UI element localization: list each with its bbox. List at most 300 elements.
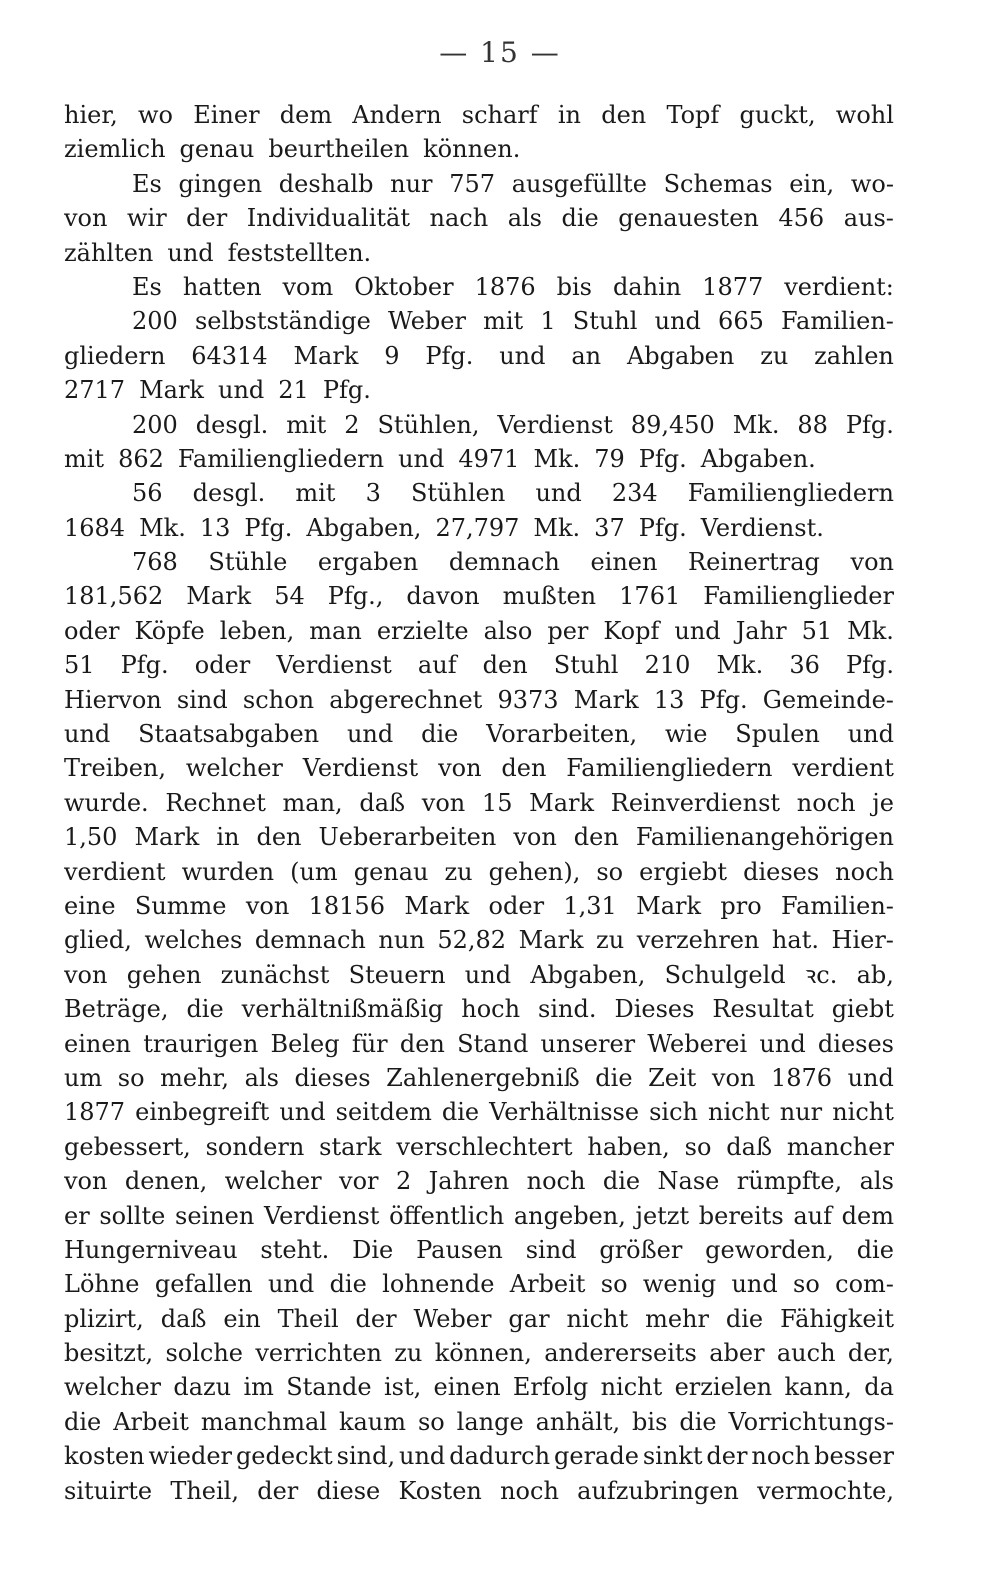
word: einen	[64, 1029, 131, 1058]
word: anhält,	[535, 1407, 621, 1436]
word: solche	[165, 1339, 243, 1368]
word: 768	[132, 548, 178, 577]
word: welcher	[224, 1167, 322, 1196]
word: zu	[596, 926, 625, 955]
word: 54	[274, 582, 305, 611]
word: 13	[653, 685, 685, 714]
word: mit	[64, 444, 105, 473]
word: Verdienst	[302, 754, 419, 783]
word: Löhne	[64, 1270, 140, 1299]
word: der,	[847, 1339, 894, 1368]
word: seinen	[175, 1201, 255, 1230]
word: der	[706, 1442, 748, 1471]
word: plizirt,	[64, 1304, 144, 1333]
word: abgerechnet	[329, 685, 483, 714]
word: Beleg	[270, 1029, 340, 1058]
word: Stühlen,	[377, 410, 480, 439]
word: Stande	[286, 1373, 372, 1402]
word: Pfg.,	[327, 582, 384, 611]
word: zu	[760, 341, 789, 370]
word: Pfg.	[845, 651, 894, 680]
text-line	[64, 1199, 894, 1233]
word: und	[759, 1029, 806, 1058]
word: Stuhl	[572, 307, 638, 336]
word: 18156	[308, 891, 385, 920]
word: Weber	[387, 307, 466, 336]
text-line	[64, 923, 894, 957]
word: Zeit	[648, 1063, 697, 1092]
word: Familien-	[781, 891, 894, 920]
word: den	[501, 754, 547, 783]
word: 1,50	[64, 823, 118, 852]
word: den	[399, 1029, 445, 1058]
word: sind.	[538, 995, 597, 1024]
word: Zahlenergebniß	[386, 1063, 580, 1092]
word: 757	[449, 169, 496, 198]
word: Mark	[518, 926, 584, 955]
word: sind	[525, 1235, 577, 1264]
word: Oktober	[354, 272, 454, 301]
word: Theil,	[170, 1476, 239, 1505]
word: von	[513, 823, 557, 852]
word: die	[602, 1167, 641, 1196]
word: so	[596, 857, 624, 886]
word: verzehren	[636, 926, 760, 955]
word: Steuern	[348, 960, 446, 989]
word: lange	[456, 1407, 524, 1436]
word: leben,	[219, 616, 295, 645]
word: können.	[423, 135, 521, 164]
word: eine	[64, 891, 116, 920]
word: (um	[290, 857, 338, 886]
word: verdient:	[784, 272, 894, 301]
word: Vorrichtungs-	[728, 1407, 894, 1436]
text-line	[64, 201, 894, 235]
text-line	[64, 236, 894, 270]
text-line	[64, 1164, 894, 1198]
word: wo-	[850, 169, 894, 198]
word: vom	[282, 272, 334, 301]
text-line	[64, 992, 894, 1026]
word: gingen	[178, 169, 263, 198]
text-line	[64, 751, 894, 785]
word: Vorarbeiten,	[486, 720, 638, 749]
word: hatten	[182, 272, 262, 301]
word: 1	[540, 307, 556, 336]
word: Hiervon	[64, 685, 162, 714]
word: als	[507, 204, 542, 233]
word: nicht	[566, 1304, 629, 1333]
word: 234	[611, 479, 658, 508]
word: wir	[126, 204, 167, 233]
word: 4971	[458, 444, 520, 473]
word: sollte	[99, 1201, 166, 1230]
word: erzielen	[674, 1373, 773, 1402]
word: auch	[776, 1339, 836, 1368]
word: gehen),	[488, 857, 581, 886]
word: öffentlich	[389, 1201, 505, 1230]
word: und	[654, 307, 701, 336]
word: 200	[132, 410, 178, 439]
word: 1876	[770, 1063, 833, 1092]
word: andererseits	[544, 1339, 697, 1368]
word: daß	[726, 1132, 772, 1161]
word: Schemas	[663, 169, 773, 198]
word: ausgefüllte	[511, 169, 647, 198]
word: Mark	[139, 376, 204, 405]
word: auf	[793, 1201, 832, 1230]
text-line	[64, 545, 894, 579]
word: mehr	[645, 1304, 709, 1333]
word: Andern	[352, 101, 442, 129]
word: 56	[132, 479, 163, 508]
text-line	[64, 476, 894, 510]
word: giebt	[831, 995, 894, 1024]
word: Familiengliedern	[687, 479, 894, 508]
word: desgl.	[195, 410, 269, 439]
body-text	[64, 98, 894, 1508]
word: Familiengliedern	[566, 754, 773, 783]
word: Familienangehörigen	[635, 823, 894, 852]
word: Pausen	[416, 1235, 503, 1264]
word: hoch	[461, 995, 521, 1024]
word: einen	[590, 548, 658, 577]
word: noch	[796, 788, 856, 817]
word: Verhältnisse	[489, 1098, 640, 1127]
word: 862	[118, 444, 164, 473]
word: Reinertrag	[688, 548, 820, 577]
word: 51	[801, 616, 833, 645]
word: Stühlen	[410, 479, 506, 508]
word: nicht	[600, 1373, 663, 1402]
word: Weber	[413, 1304, 492, 1333]
word: Es	[132, 272, 162, 301]
text-line	[64, 1130, 894, 1164]
word: noch	[835, 857, 894, 886]
word: dieses	[817, 1029, 894, 1058]
word: 21	[278, 376, 309, 405]
word: dahin	[612, 272, 682, 301]
word: Arbeit	[509, 1270, 586, 1299]
word: auf	[417, 651, 457, 680]
word: Abgaben.	[700, 444, 816, 473]
word: beurtheilen	[268, 135, 410, 164]
word: zählten	[64, 238, 154, 267]
word: in	[557, 101, 582, 129]
word: ein,	[789, 169, 835, 198]
word: ist,	[383, 1373, 422, 1402]
word: oder	[488, 891, 545, 920]
word: Verdienst	[497, 410, 613, 439]
word: mit	[295, 479, 336, 508]
word: 52,82	[437, 926, 507, 955]
word: Rechnet	[165, 788, 266, 817]
word: 79	[594, 444, 625, 473]
word: Mk.	[139, 513, 186, 542]
word: und	[279, 1098, 326, 1127]
text-line	[64, 614, 894, 648]
word: Individualität	[246, 204, 411, 233]
word: Theil	[277, 1304, 339, 1333]
word: größer	[599, 1235, 683, 1264]
word: einen	[433, 1373, 501, 1402]
word: einbegreift	[135, 1098, 270, 1127]
word: dem	[841, 1201, 894, 1230]
word: 9	[384, 341, 400, 370]
word: situirte	[64, 1476, 153, 1505]
word: 9373	[497, 685, 559, 714]
text-line	[64, 1027, 894, 1061]
word: Stand	[457, 1029, 529, 1058]
word: 13	[199, 513, 231, 542]
word: wurde.	[64, 788, 149, 817]
word: manchmal	[200, 1407, 327, 1436]
word: Mark	[573, 685, 639, 714]
word: da	[864, 1373, 894, 1402]
text-line	[64, 98, 894, 132]
word: von	[64, 204, 108, 233]
word: 37	[594, 513, 625, 542]
word: verschlechtert	[396, 1132, 573, 1161]
word: genau	[353, 857, 429, 886]
word: die	[186, 995, 224, 1024]
word: die	[679, 1407, 717, 1436]
word: noch	[526, 1167, 586, 1196]
word: aus-	[843, 204, 894, 233]
word: diese	[316, 1476, 381, 1505]
word: Ueberarbeiten	[318, 823, 497, 852]
word: Die	[352, 1235, 394, 1264]
word: 1876	[474, 272, 536, 301]
text-line	[64, 820, 894, 854]
word: 64314	[191, 341, 268, 370]
word: Mark	[404, 891, 470, 920]
word: nur	[779, 1098, 823, 1127]
word: 1,31	[563, 891, 617, 920]
word: jetzt	[635, 1201, 690, 1230]
word: davon	[406, 582, 480, 611]
word: dazu	[173, 1373, 232, 1402]
word: besser	[814, 1442, 894, 1471]
word: 210	[644, 651, 691, 680]
word: Fähigkeit	[780, 1304, 894, 1333]
word: desgl.	[192, 479, 266, 508]
word: Mk.	[533, 513, 581, 542]
word: Pfg.	[638, 513, 687, 542]
word: Mk.	[716, 651, 764, 680]
text-line	[64, 1439, 894, 1473]
word: gehen	[126, 960, 202, 989]
word: Stühle	[208, 548, 288, 577]
word: den	[256, 823, 302, 852]
word: verdient	[792, 754, 894, 783]
word: Pfg.	[322, 376, 371, 405]
word: noch	[500, 1476, 559, 1505]
word: Nase	[657, 1167, 720, 1196]
word: gedeckt	[235, 1442, 333, 1471]
text-line	[64, 1302, 894, 1336]
word: so	[417, 1407, 445, 1436]
word: an	[571, 341, 602, 370]
word: und	[847, 1063, 894, 1092]
word: genau	[179, 135, 255, 164]
word: von	[438, 754, 482, 783]
word: Verdienst	[276, 651, 392, 680]
word: Abgaben	[626, 341, 735, 370]
word: bis	[556, 272, 592, 301]
word: ꝛc.	[804, 960, 838, 989]
word: nur	[390, 169, 433, 198]
word: denen,	[124, 1167, 208, 1196]
word: 665	[718, 307, 764, 336]
text-line	[64, 1267, 894, 1301]
text-line	[64, 304, 894, 338]
word: je	[872, 788, 894, 817]
word: Mk.	[847, 616, 894, 645]
word: Köpfe	[134, 616, 205, 645]
word: 2	[344, 410, 360, 439]
word: demnach	[448, 548, 560, 577]
word: mit	[483, 307, 524, 336]
word: dieses	[294, 1063, 371, 1092]
word: und	[217, 376, 265, 405]
word: Hungerniveau	[64, 1235, 238, 1264]
word: und	[267, 1270, 315, 1299]
text-line	[64, 579, 894, 613]
word: also	[483, 616, 533, 645]
word: Einer	[193, 101, 260, 129]
word: aber	[709, 1339, 765, 1368]
word: die	[64, 1407, 102, 1436]
word: haben,	[587, 1132, 670, 1161]
word: von	[421, 788, 466, 817]
word: kosten	[64, 1442, 145, 1471]
word: dem	[279, 101, 333, 129]
text-line	[64, 270, 894, 304]
word: so	[117, 1063, 145, 1092]
word: stark	[319, 1132, 382, 1161]
word: 89,450	[630, 410, 715, 439]
word: Beträge,	[64, 995, 169, 1024]
word: welcher	[185, 754, 283, 783]
word: man,	[282, 788, 343, 817]
page-number: — 15 —	[439, 36, 561, 69]
word: Verdienst	[263, 1201, 380, 1230]
word: Pfg.	[845, 410, 894, 439]
word: Gemeinde-	[762, 685, 894, 714]
word: Mark	[293, 341, 359, 370]
text-line	[64, 442, 894, 476]
word: er	[64, 1201, 90, 1230]
word: pro	[720, 891, 762, 920]
word: für	[351, 1029, 388, 1058]
word: angeben,	[513, 1201, 626, 1230]
text-line	[64, 958, 894, 992]
word: 1877	[702, 272, 764, 301]
word: so	[793, 1270, 820, 1299]
word: Abgaben,	[530, 960, 646, 989]
word: Stuhl	[553, 651, 619, 680]
word: gar	[508, 1304, 550, 1333]
word: und	[674, 616, 721, 645]
word: in	[216, 823, 240, 852]
word: Kosten	[398, 1476, 482, 1505]
word: zu	[394, 1339, 423, 1368]
text-line	[64, 1061, 894, 1095]
text-line	[64, 373, 894, 407]
word: zahlen	[814, 341, 894, 370]
word: hat.	[771, 926, 819, 955]
word: mit	[286, 410, 327, 439]
word: oder	[194, 651, 251, 680]
word: sind	[176, 685, 228, 714]
word: rümpfte,	[736, 1167, 843, 1196]
word: mancher	[786, 1132, 894, 1161]
word: gerade	[554, 1442, 639, 1471]
word: vermochte,	[757, 1476, 894, 1505]
word: aufzubringen	[577, 1476, 739, 1505]
word: Mk.	[533, 444, 581, 473]
word: nicht	[832, 1098, 894, 1127]
word: noch	[751, 1442, 811, 1471]
word: Abgaben,	[306, 513, 422, 542]
word: 51	[64, 651, 95, 680]
text-line	[64, 786, 894, 820]
word: und	[731, 1270, 778, 1299]
word: ergaben	[317, 548, 419, 577]
word: kann,	[784, 1373, 852, 1402]
word: traurigen	[143, 1029, 259, 1058]
word: welcher	[64, 1373, 161, 1402]
word: Pfg.	[699, 685, 748, 714]
text-line	[64, 339, 894, 373]
word: Familienglieder	[703, 582, 894, 611]
text-line	[64, 1474, 894, 1508]
word: scharf	[461, 101, 538, 129]
word: selbstständige	[194, 307, 371, 336]
text-line	[64, 717, 894, 751]
word: und	[499, 341, 546, 370]
word: Mark	[529, 788, 595, 817]
word: sich	[649, 1098, 698, 1127]
text-line	[64, 683, 894, 717]
word: steht.	[260, 1235, 330, 1264]
word: zunächst	[220, 960, 330, 989]
word: verhältnißmäßig	[241, 995, 444, 1024]
word: ab,	[856, 960, 894, 989]
word: Hier-	[831, 926, 894, 955]
word: Topf	[666, 101, 720, 129]
word: Jahren	[428, 1167, 510, 1196]
word: wohl	[835, 101, 894, 129]
word: gefallen	[154, 1270, 253, 1299]
word: der	[186, 204, 228, 233]
word: hier,	[64, 101, 118, 129]
word: nach	[429, 204, 489, 233]
word: sondern	[205, 1132, 305, 1161]
word: genauesten	[618, 204, 759, 233]
text-line	[64, 1095, 894, 1129]
word: und	[398, 444, 445, 473]
word: demnach	[254, 926, 366, 955]
word: unserer	[540, 1029, 636, 1058]
word: wie	[665, 720, 708, 749]
word: per	[547, 616, 589, 645]
word: geworden,	[705, 1235, 834, 1264]
word: 1761	[619, 582, 681, 611]
word: von	[64, 1167, 108, 1196]
word: Staatsabgaben	[138, 720, 320, 749]
